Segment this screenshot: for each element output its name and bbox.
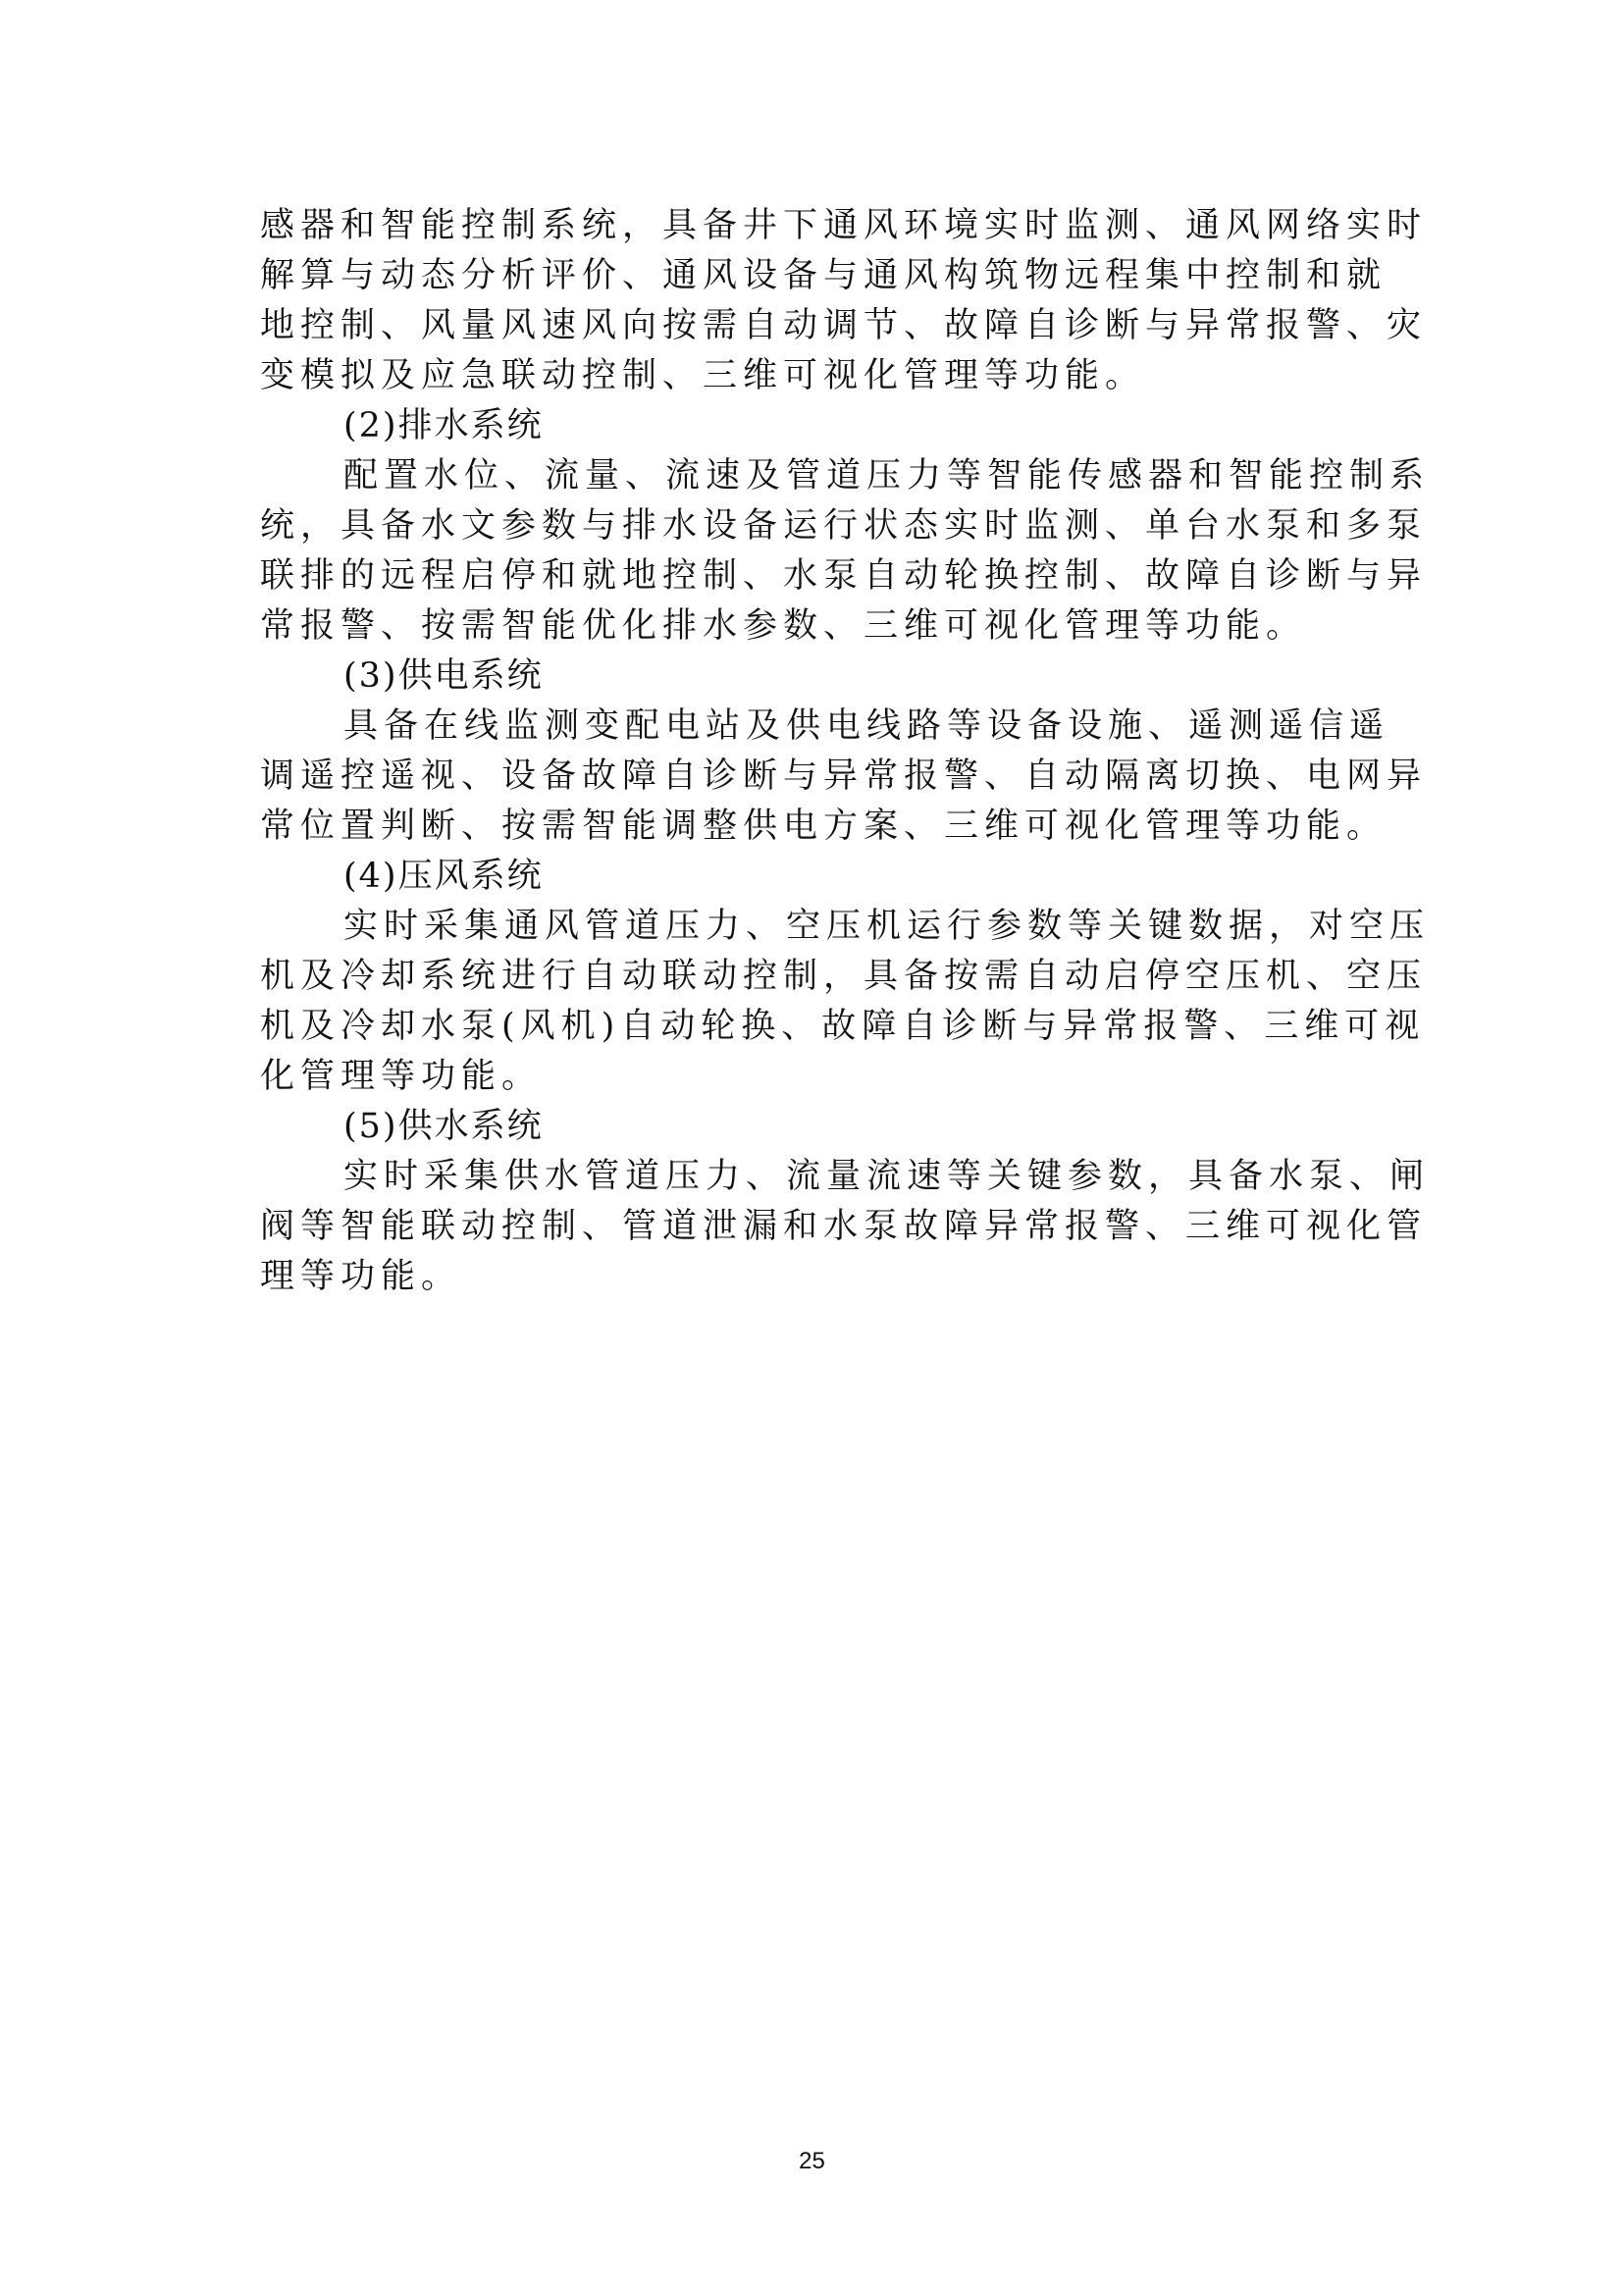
paragraph-line: 实时采集供水管道压力、流量流速等关键参数，具备水泵、闸 [343,1157,1431,1196]
section-heading: (5)供水系统 [343,1107,544,1146]
paragraph-line: 统，具备水文参数与排水设备运行状态实时监测、单台水泵和多泵 [260,506,1428,546]
paragraph-line: 机及冷却水泵(风机)自动轮换、故障自诊断与异常报警、三维可视 [260,1007,1426,1046]
page-number: 25 [799,2148,825,2174]
paragraph-line: 地控制、风量风速风向按需自动调节、故障自诊断与异常报警、灾 [260,306,1428,345]
section-heading: (2)排水系统 [343,406,544,445]
paragraph-line: 常位置判断、按需智能调整供电方案、三维可视化管理等功能。 [260,807,1388,846]
paragraph-line: 实时采集通风管道压力、空压机运行参数等关键数据，对空压 [343,907,1431,946]
paragraph-line: 感器和智能控制系统，具备井下通风环境实时监测、通风网络实时 [260,206,1428,245]
paragraph-line: 调遥控遥视、设备故障自诊断与异常报警、自动隔离切换、电网异 [260,756,1428,796]
paragraph-line: 联排的远程启停和就地控制、水泵自动轮换控制、故障自诊断与异 [260,556,1428,596]
paragraph-line: 配置水位、流量、流速及管道压力等智能传感器和智能控制系 [343,456,1431,496]
section-heading: (3)供电系统 [343,656,544,696]
paragraph-line: 阀等智能联动控制、管道泄漏和水泵故障异常报警、三维可视化管 [260,1207,1428,1246]
paragraph-line: 理等功能。 [260,1257,462,1296]
paragraph-line: 机及冷却系统进行自动联动控制，具备按需自动启停空压机、空压 [260,957,1428,996]
paragraph-line: 常报警、按需智能优化排水参数、三维可视化管理等功能。 [260,606,1307,646]
paragraph-line: 解算与动态分析评价、通风设备与通风构筑物远程集中控制和就 [260,256,1388,295]
paragraph-line: 具备在线监测变配电站及供电线路等设备设施、遥测遥信遥 [343,706,1390,746]
section-heading: (4)压风系统 [343,857,544,896]
paragraph-line: 化管理等功能。 [260,1057,543,1096]
paragraph-line: 变模拟及应急联动控制、三维可视化管理等功能。 [260,356,1146,395]
